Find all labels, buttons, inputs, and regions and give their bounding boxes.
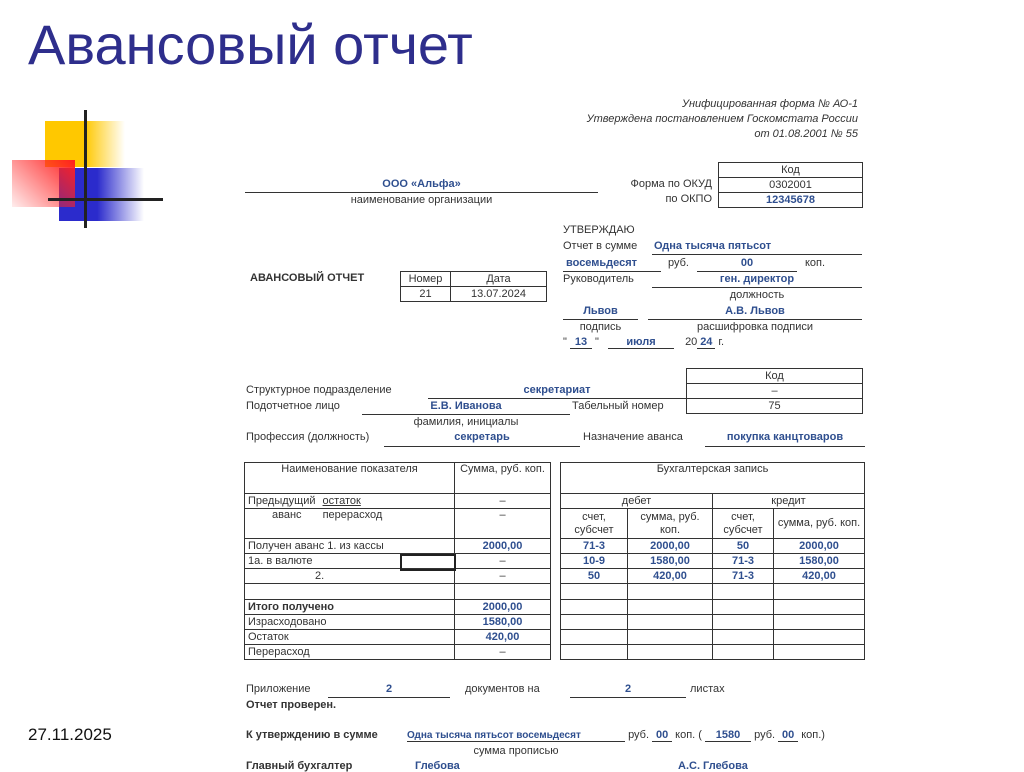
okud-label: Форма по ОКУД bbox=[630, 178, 712, 190]
col-sum-header: Сумма, руб. коп. bbox=[455, 463, 551, 494]
okud-code: 0302001 bbox=[719, 178, 863, 193]
approve-kop: коп. bbox=[805, 257, 826, 269]
credit-amount: 1580,00 bbox=[774, 554, 865, 569]
row-sum: 420,00 bbox=[455, 630, 551, 645]
debit-account: 50 bbox=[561, 569, 628, 584]
table-row: 2. bbox=[245, 569, 455, 584]
approve-month: июля bbox=[608, 336, 674, 349]
kop-value: 00 bbox=[652, 729, 672, 742]
credit-account: 71-3 bbox=[713, 569, 774, 584]
table-row bbox=[561, 584, 865, 600]
table-row: Израсходовано bbox=[245, 615, 455, 630]
table-row bbox=[245, 584, 455, 600]
attachment-docs: 2 bbox=[385, 683, 393, 695]
person-label: Подотчетное лицо bbox=[246, 400, 340, 412]
table-row bbox=[561, 630, 865, 645]
kop-label: коп. ( bbox=[675, 729, 702, 741]
table-row bbox=[561, 569, 865, 584]
row-sum: – bbox=[455, 645, 551, 660]
debit-account: 10-9 bbox=[561, 554, 628, 569]
form-header-line2: Утверждена постановлением Госкомстата России bbox=[586, 113, 858, 125]
approve-day: 13 bbox=[570, 336, 592, 349]
quote-close: " bbox=[595, 336, 599, 348]
debit-account: 71-3 bbox=[561, 539, 628, 554]
decode-caption: расшифровка подписи bbox=[696, 321, 814, 333]
head-position: ген. директор bbox=[719, 273, 795, 285]
debit-amount: 2000,00 bbox=[628, 539, 713, 554]
credit-account: 50 bbox=[713, 539, 774, 554]
rub-label: руб. bbox=[628, 729, 650, 741]
tab-label: Табельный номер bbox=[572, 400, 664, 412]
year-suffix: г. bbox=[718, 336, 725, 348]
kop-label-2: коп.) bbox=[801, 729, 825, 741]
position-caption: должность bbox=[729, 289, 785, 301]
signature-caption: подпись bbox=[579, 321, 622, 333]
table-row bbox=[561, 615, 865, 630]
org-name: ООО «Альфа» bbox=[382, 178, 461, 190]
rub-label-2: руб. bbox=[754, 729, 776, 741]
approve-sum-label-footer: К утверждению в сумме bbox=[246, 729, 378, 741]
report-number: 21 bbox=[401, 287, 451, 302]
credit-amount: 420,00 bbox=[774, 569, 865, 584]
table-row bbox=[245, 509, 455, 539]
debit-amount: 1580,00 bbox=[628, 554, 713, 569]
credit-header: кредит bbox=[713, 494, 865, 509]
approve-sum-words-1: Одна тысяча пятьсот bbox=[654, 240, 772, 252]
okpo-label: по ОКПО bbox=[665, 193, 712, 205]
dept-code: – bbox=[687, 384, 863, 399]
row-label: 1а. в валюте bbox=[248, 554, 313, 567]
purpose-label: Назначение аванса bbox=[583, 431, 683, 443]
table-row bbox=[561, 554, 865, 569]
approve-year: 24 bbox=[697, 336, 715, 349]
credit-amount: 2000,00 bbox=[774, 539, 865, 554]
head-signature: Львов bbox=[583, 305, 618, 317]
approve-sum-words-2: восемьдесят bbox=[566, 257, 638, 269]
row-sum: 2000,00 bbox=[455, 539, 551, 554]
table-row bbox=[561, 539, 865, 554]
approve-amount: 1580 bbox=[705, 729, 751, 742]
table-row bbox=[561, 600, 865, 615]
indicators-table bbox=[244, 462, 551, 660]
decorative-logo-icon bbox=[0, 100, 180, 240]
approve-kop-value: 00 bbox=[740, 257, 754, 269]
row-sum bbox=[455, 584, 551, 600]
approve-sum-row bbox=[407, 729, 825, 742]
attachment-label: Приложение bbox=[246, 683, 311, 695]
credit-amount-header: сумма, руб. коп. bbox=[774, 509, 865, 539]
debit-header: дебет bbox=[561, 494, 713, 509]
report-number-table bbox=[400, 271, 547, 302]
approve-date bbox=[563, 336, 724, 349]
sheets-count: 2 bbox=[624, 683, 632, 695]
approve-words: Одна тысяча пятьсот восемьдесят bbox=[407, 730, 625, 742]
code-header: Код bbox=[719, 163, 863, 178]
accounting-entry-title: Бухгалтерская запись bbox=[561, 463, 865, 494]
date-label: Дата bbox=[451, 272, 547, 287]
number-label: Номер bbox=[401, 272, 451, 287]
chief-accountant-label: Главный бухгалтер bbox=[246, 760, 353, 772]
form-header-line3: от 01.08.2001 № 55 bbox=[754, 128, 858, 140]
org-code-table bbox=[718, 162, 863, 208]
words-caption: сумма прописью bbox=[473, 745, 559, 757]
sheets-label: листах bbox=[690, 683, 725, 695]
year-prefix: 20 bbox=[685, 336, 698, 348]
col-indicator-header: Наименование показателя bbox=[245, 463, 455, 494]
chief-accountant-name: А.С. Глебова bbox=[678, 760, 748, 772]
docs-on-label: документов на bbox=[465, 683, 540, 695]
person-value: Е.В. Иванова bbox=[362, 400, 570, 412]
row-sum: – bbox=[455, 554, 551, 569]
table-row bbox=[245, 494, 455, 509]
dept-value: секретариат bbox=[523, 384, 591, 396]
row-label: Предыдущий bbox=[248, 494, 316, 507]
profession-label: Профессия (должность) bbox=[246, 431, 370, 443]
debit-amount: 420,00 bbox=[628, 569, 713, 584]
approve-rub: руб. bbox=[668, 257, 689, 269]
report-date: 13.07.2024 bbox=[451, 287, 547, 302]
report-checked: Отчет проверен. bbox=[246, 699, 337, 711]
chief-accountant-signature: Глебова bbox=[415, 760, 460, 772]
table-row: Перерасход bbox=[245, 645, 455, 660]
purpose-value: покупка канцтоваров bbox=[726, 431, 844, 443]
slide-title: Авансовый отчет bbox=[28, 13, 473, 76]
credit-account: 71-3 bbox=[713, 554, 774, 569]
table-row bbox=[245, 554, 455, 569]
person-caption: фамилия, инициалы bbox=[413, 416, 519, 428]
head-signature-name: А.В. Львов bbox=[725, 305, 785, 317]
slide-date: 27.11.2025 bbox=[28, 725, 112, 744]
table-row bbox=[561, 645, 865, 660]
table-row: Остаток bbox=[245, 630, 455, 645]
tab-number: 75 bbox=[687, 399, 863, 414]
quote-open: " bbox=[563, 336, 567, 348]
form-header-line1: Унифицированная форма № АО-1 bbox=[682, 98, 858, 110]
okpo-code: 12345678 bbox=[719, 193, 863, 208]
accounting-entry-table bbox=[560, 462, 865, 660]
debit-account-header: счет, субсчет bbox=[561, 509, 628, 539]
org-caption: наименование организации bbox=[350, 194, 493, 206]
table-row: Итого получено bbox=[245, 600, 455, 615]
head-label: Руководитель bbox=[563, 273, 634, 285]
row-sublabel: остаток bbox=[322, 494, 361, 507]
approve-sum-label: Отчет в сумме bbox=[563, 240, 638, 252]
kop-value-2: 00 bbox=[778, 729, 798, 742]
row-sum: 1580,00 bbox=[455, 615, 551, 630]
credit-account-header: счет, субсчет bbox=[713, 509, 774, 539]
dept-label: Структурное подразделение bbox=[246, 384, 392, 396]
row-sum: 2000,00 bbox=[455, 600, 551, 615]
selected-cell[interactable] bbox=[400, 554, 456, 571]
row-sum: – bbox=[455, 509, 551, 539]
table-row: Получен аванс 1. из кассы bbox=[245, 539, 455, 554]
debit-amount-header: сумма, руб. коп. bbox=[628, 509, 713, 539]
profession-value: секретарь bbox=[384, 431, 580, 443]
report-title: АВАНСОВЫЙ ОТЧЕТ bbox=[250, 272, 365, 284]
row-sum: – bbox=[455, 494, 551, 509]
row-sublabel: перерасход bbox=[322, 509, 383, 521]
person-code-table bbox=[686, 368, 863, 414]
person-code-header: Код bbox=[687, 369, 863, 384]
approve-title: УТВЕРЖДАЮ bbox=[563, 224, 635, 236]
row-sum: – bbox=[455, 569, 551, 584]
row-label: аванс bbox=[272, 509, 302, 521]
